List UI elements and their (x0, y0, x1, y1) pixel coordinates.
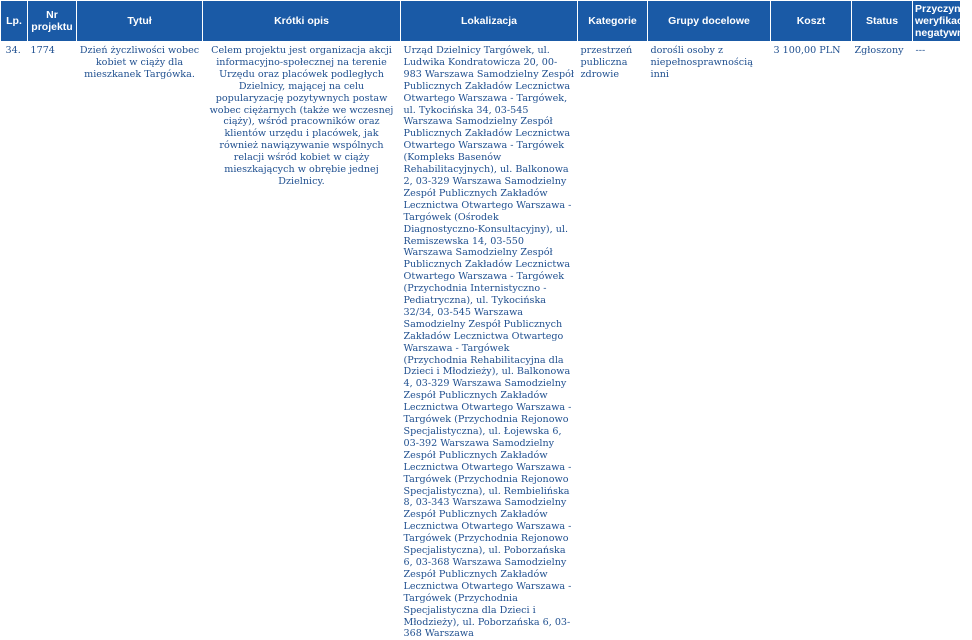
header-przyczyna: Przyczyna weryfikacji negatywnej (913, 1, 961, 42)
header-opis: Krótki opis (203, 1, 401, 42)
cell-koszt: 3 100,00 PLN (771, 42, 852, 640)
header-grupy: Grupy docelowe (648, 1, 771, 42)
header-status: Status (852, 1, 913, 42)
header-row (1, 1, 961, 42)
cell-nr: 1774 (28, 42, 77, 640)
header-nr: Nr projektu (28, 1, 77, 42)
header-kategorie: Kategorie (578, 1, 648, 42)
cell-grupy: dorośli osoby z niepełnosprawnością inni (648, 42, 771, 640)
header-tytul: Tytuł (77, 1, 203, 42)
cell-tytul: Dzień życzliwości wobec kobiet w ciąży dla mieszkanek Targówka. (77, 42, 203, 640)
table-row (1, 42, 961, 640)
cell-lp: 34. (1, 42, 28, 640)
cell-status: Zgłoszony (852, 42, 913, 640)
cell-lokalizacja: Urząd Dzielnicy Targówek, ul. Ludwika Kondratowicza 20, 00-983 Warszawa Samodzielny Zespół Publicznych Zakładów Lecznictwa Otwartego Warszawa - Targówek, ul. Tykocińska 34, 03-545 Warszawa Samodzielny Zespół Publicznych Zakładów Lecznictwa Otwartego Warszawa - Targówek (Kompleks Basenów Rehabilitacyjnych), ul. Balkonowa 2, 03-329 Warszawa Samodzielny Zespół Publicznych Zakładów Lecznictwa Otwartego Warszawa - Targówek (Ośrodek Diagnostyczno-Konsultacyjny), ul. Remiszewska 14, 03-550 Warszawa Samodzielny Zespół Publicznych Zakładów Lecznictwa Otwartego Warszawa - Targówek (Przychodnia Internistyczno - Pediatryczna), ul. Tykocińska 32/34, 03-545 Warszawa Samodzielny Zespół Publicznych Zakładów Lecznictwa Otwartego Warszawa - Targówek (Przychodnia Rehabilitacyjna dla Dzieci i Młodzieży), ul. Balkonowa 4, 03-329 Warszawa Samodzielny Zespół Publicznych Zakładów Lecznictwa Otwartego Warszawa - Targówek (Przychodnia Rejonowo Specjalistyczna), ul. Łojewska 6, 03-392 Warszawa Samodzielny Zespół Publicznych Zakładów Lecznictwa Otwartego Warszawa - Targówek (Przychodnia Rejonowo Specjalistyczna), ul. Rembielińska 8, 03-343 Warszawa Samodzielny Zespół Publicznych Zakładów Lecznictwa Otwartego Warszawa - Targówek (Przychodnia Rejonowo Specjalistyczna), ul. Poborzańska 6, 03-368 Warszawa Samodzielny Zespół Publicznych Zakładów Lecznictwa Otwartego Warszawa - Targówek (Przychodnia Specjalistyczna dla Dzieci i Młodzieży), ul. Poborzańska 6, 03-368 Warszawa (401, 42, 578, 640)
header-lokalizacja: Lokalizacja (401, 1, 578, 42)
cell-opis: Celem projektu jest organizacja akcji informacyjno-społecznej na terenie Urzędu oraz placówek podległych Dzielnicy, mającej na celu popularyzację pozytywnych postaw wobec ciężarnych (także we wczesnej ciąży), wśród pracowników oraz klientów urzędu i placówek, jak również nawiązywanie wspólnych relacji wśród kobiet w ciąży mieszkających w obrębie jednej Dzielnicy. (203, 42, 401, 640)
cell-przyczyna: --- (913, 42, 961, 640)
cell-kategorie: przestrzeń publiczna zdrowie (578, 42, 648, 640)
header-koszt: Koszt (771, 1, 852, 42)
header-lp: Lp. (1, 1, 28, 42)
